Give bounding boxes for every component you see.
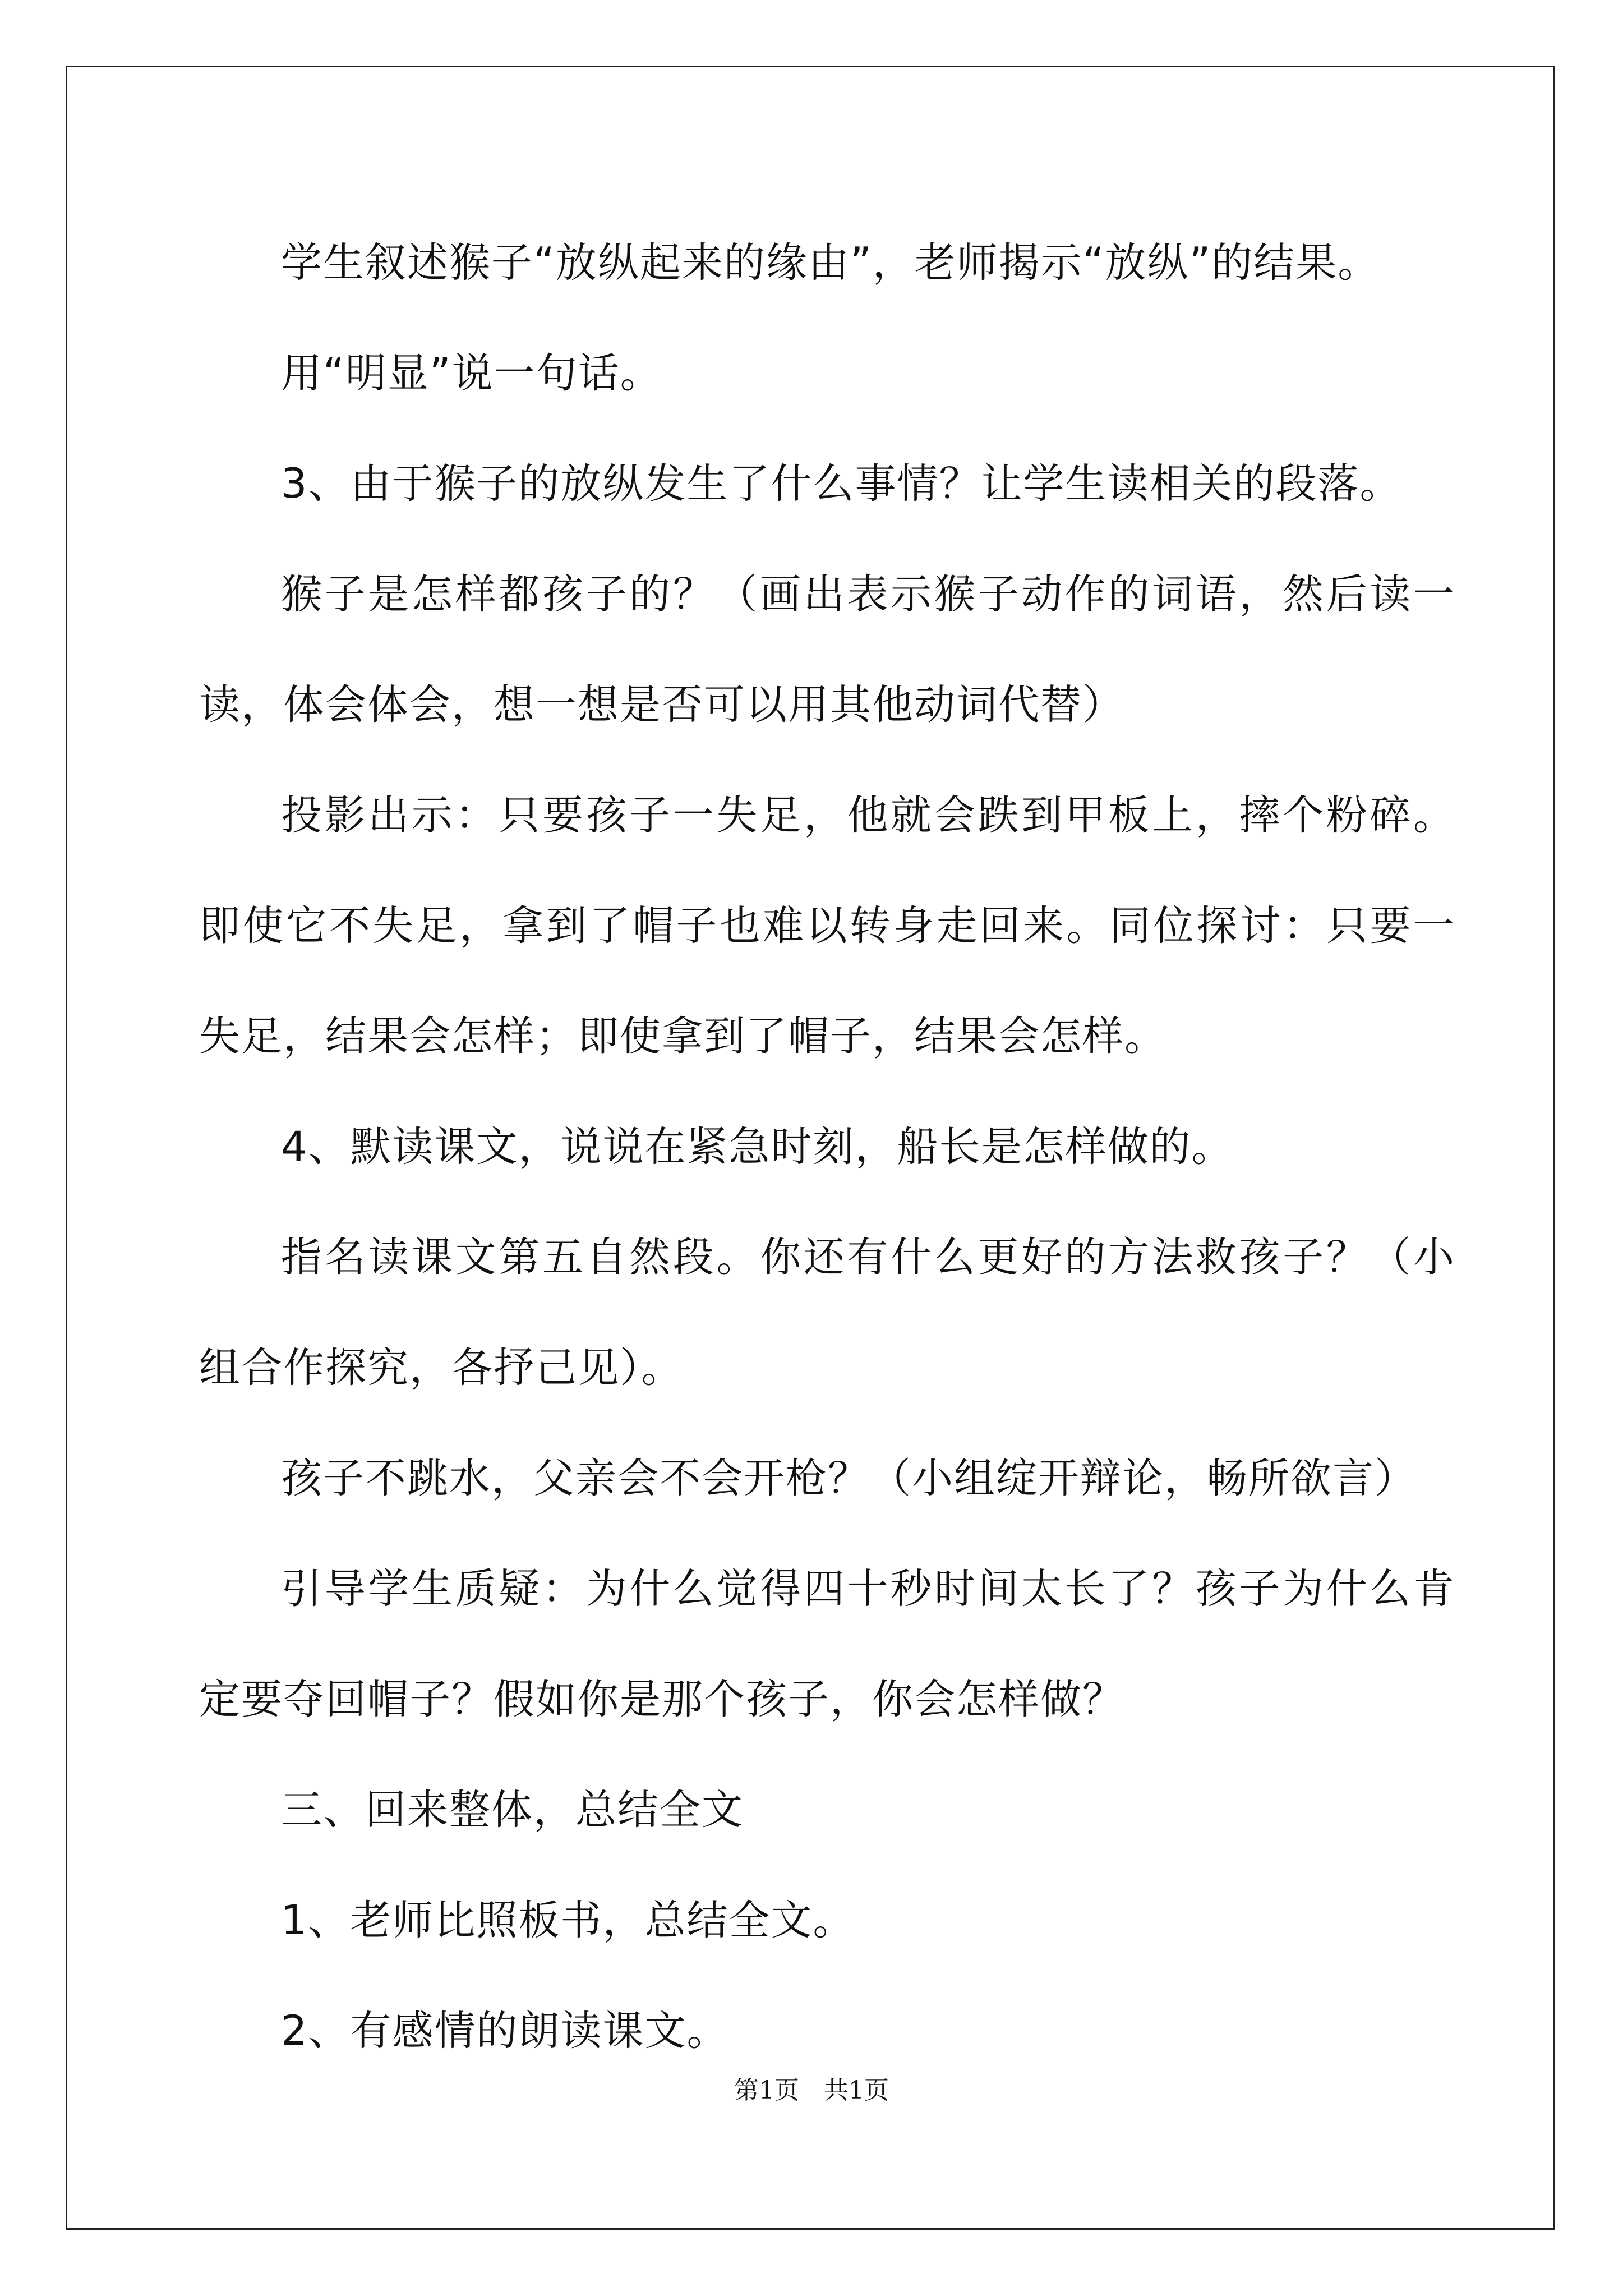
paragraph: 三、回来整体，总结全文	[281, 1786, 744, 1834]
paragraph: 学生叙述猴子“放纵起来的缘由”，老师揭示“放纵”的结果。	[281, 239, 1380, 287]
paragraph: 用“明显”说一句话。	[281, 349, 662, 397]
paragraph: 指名读课文第五自然段。你还有什么更好的方法救孩子？（小组合作探究，各抒己见）。	[199, 1234, 1455, 1392]
paragraph: 4、默读课文，说说在紧急时刻，船长是怎样做的。	[281, 1123, 1234, 1171]
paragraph: 孩子不跳水，父亲会不会开枪？（小组绽开辩论，畅所欲言）	[281, 1455, 1417, 1502]
paragraph: 投影出示：只要孩子一失足，他就会跌到甲板上，摔个粉碎。即使它不失足，拿到了帽子也难以转身走回来。同位探讨：只要一失足，结果会怎样；即使拿到了帽子，结果会怎样。	[199, 792, 1455, 1060]
paragraph: 1、老师比照板书，总结全文。	[281, 1897, 855, 1944]
document-body	[199, 208, 1455, 2086]
paragraph: 3、由于猴子的放纵发生了什么事情？让学生读相关的段落。	[281, 460, 1402, 508]
paragraph: 猴子是怎样都孩子的？（画出表示猴子动作的词语，然后读一读，体会体会，想一想是否可以用其他动词代替）	[199, 570, 1455, 729]
paragraph: 2、有感情的朗读课文。	[281, 2007, 729, 2055]
paragraph: 引导学生质疑：为什么觉得四十秒时间太长了？孩子为什么肯定要夺回帽子？假如你是那个孩子，你会怎样做？	[199, 1565, 1455, 1723]
page-number-footer: 第1页 共1页	[734, 2076, 889, 2105]
